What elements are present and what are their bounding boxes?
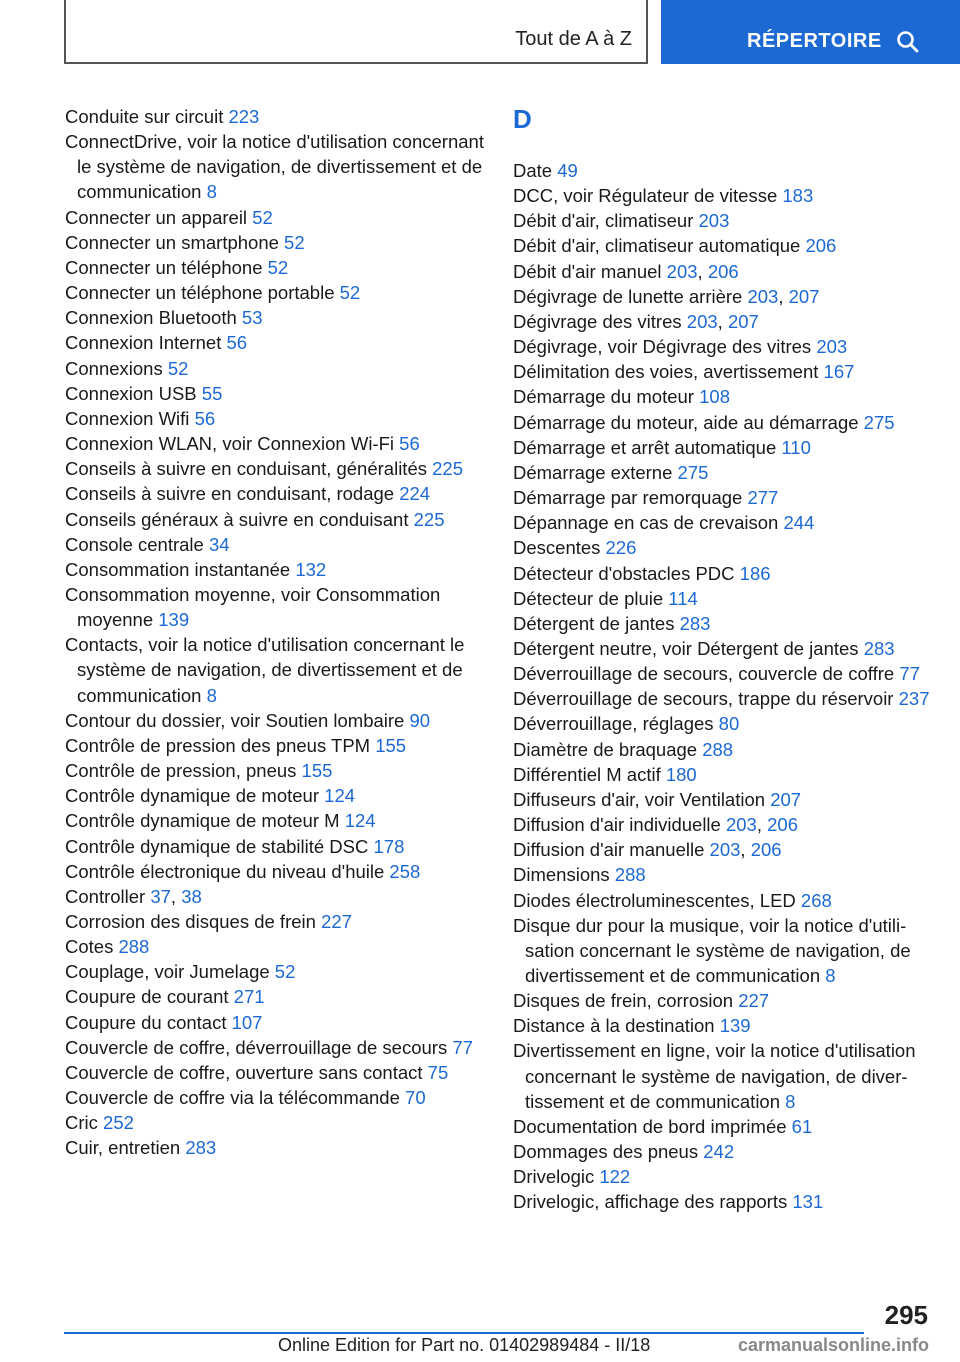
index-entry-term: DCC, voir Régulateur de vitesse	[513, 185, 778, 207]
page-reference-link[interactable]: 139	[158, 609, 190, 631]
page-reference-link[interactable]: 52	[284, 231, 305, 253]
index-entry-term: Détergent de jantes	[513, 612, 675, 634]
index-entry-term: Contrôle de pression, pneus	[65, 760, 297, 782]
page-reference-link[interactable]: 203	[747, 285, 779, 307]
index-entry-term: Drivelogic, affichage des rapports	[513, 1191, 788, 1213]
page-reference-link[interactable]: 268	[800, 889, 832, 911]
index-entry	[65, 330, 485, 355]
chapter-tab[interactable]	[64, 0, 648, 64]
index-entry	[65, 1010, 485, 1035]
index-entry	[65, 104, 485, 129]
page-reference-link[interactable]: 227	[738, 990, 770, 1012]
page-reference-link[interactable]: 131	[792, 1191, 824, 1213]
index-entry-term: Détecteur d'obstacles PDC	[513, 562, 735, 584]
watermark: carmanualsonline.info	[738, 1335, 930, 1355]
index-entry-term: Connexion Internet	[65, 332, 222, 354]
page-reference-link[interactable]: 224	[399, 483, 431, 505]
page-reference-link[interactable]: 223	[228, 106, 260, 127]
page-reference-link[interactable]: 283	[185, 1137, 217, 1159]
index-entry-term: Conseils à suivre en conduisant, généralités	[65, 458, 427, 480]
page-reference-link[interactable]: 203	[725, 814, 757, 836]
page-reference-link[interactable]: 225	[413, 508, 445, 530]
index-entry-term: Détergent neutre, voir Détergent de jantes	[513, 637, 859, 659]
index-entry-term: Dégivrage de lunette arrière	[513, 285, 743, 307]
index-entry-term: Couplage, voir Jumelage	[65, 961, 270, 983]
page-reference-link[interactable]: 77	[452, 1036, 473, 1058]
index-entry-term: Contour du dossier, voir Soutien lombaire	[65, 709, 405, 731]
page-reference-link[interactable]: 56	[399, 433, 420, 455]
page-reference-link[interactable]: 258	[389, 860, 421, 882]
index-entry-term: Démarrage externe	[513, 461, 673, 483]
page-reference-link[interactable]: 49	[557, 160, 578, 181]
index-entry-term: Consommation moyenne, voir Consommation moyenne	[65, 583, 441, 631]
index-entry-term: Dimensions	[513, 864, 610, 886]
page-reference-link[interactable]: 107	[231, 1011, 263, 1033]
index-entry-term: Contrôle dynamique de moteur M	[65, 810, 340, 832]
index-entry	[65, 381, 485, 406]
index-entry-term: Débit d'air, climatiseur	[513, 210, 694, 232]
index-entry	[65, 305, 485, 330]
index-entry	[513, 1013, 938, 1038]
page-reference-link[interactable]: 244	[783, 512, 815, 534]
page-reference-link[interactable]: 206	[707, 260, 739, 282]
page-reference-link[interactable]: 108	[699, 386, 730, 408]
index-entry	[65, 733, 485, 758]
page-reference-link[interactable]: 203	[709, 839, 741, 861]
page-reference-link[interactable]: 227	[321, 911, 352, 932]
index-entry-term: Dépannage en cas de crevaison	[513, 512, 779, 534]
index-entry	[513, 233, 938, 258]
page-reference-link[interactable]: 155	[375, 734, 407, 756]
index-entry-term: Connexion Wifi	[65, 407, 190, 429]
page-reference-link[interactable]: 186	[739, 562, 771, 584]
page-reference-link[interactable]: 124	[324, 785, 356, 807]
index-entry-term: Connecter un téléphone	[65, 256, 263, 278]
index-entry-term: Dégivrage, voir Dégivrage des vitres	[513, 336, 812, 358]
index-entry	[65, 356, 485, 381]
page-reference-link[interactable]: 53	[241, 307, 263, 329]
page-reference-link[interactable]: 8	[825, 965, 836, 986]
page-reference-link[interactable]: 288	[702, 738, 734, 760]
index-entry	[65, 959, 485, 984]
index-entry-term: Cuir, entretien	[65, 1137, 181, 1159]
index-entry-term: Corrosion des disques de frein	[65, 911, 316, 932]
index-entry-term: Démarrage du moteur	[513, 386, 694, 408]
page-reference-link[interactable]: 110	[781, 436, 811, 458]
page-reference-link[interactable]: 114	[668, 587, 698, 609]
index-entry-term: Documentation de bord imprimée	[513, 1115, 787, 1137]
page-reference-link[interactable]: 8	[206, 181, 217, 203]
index-entry	[65, 909, 485, 934]
index-entry-term: Cotes	[65, 936, 114, 958]
index-entry-term: Connexion USB	[65, 382, 197, 404]
page-reference-link[interactable]: 288	[118, 936, 150, 958]
page-reference-link[interactable]: 37	[150, 885, 171, 907]
page-reference-link[interactable]: 203	[666, 260, 698, 282]
index-entry	[65, 808, 485, 833]
index-entry	[513, 1139, 938, 1164]
index-entry	[513, 359, 938, 384]
index-column-right	[513, 106, 938, 1215]
index-tab-label: RÉPERTOIRE	[747, 30, 882, 52]
index-entry	[513, 586, 938, 611]
index-entry	[65, 507, 485, 532]
page-reference-link[interactable]: 70	[405, 1087, 426, 1109]
index-entry-term: Délimitation des voies, avertissement	[513, 361, 819, 383]
index-entry	[513, 737, 938, 762]
index-entry	[65, 783, 485, 808]
page-reference-link[interactable]: 178	[373, 835, 405, 857]
index-entry-term: Distance à la destination	[513, 1015, 715, 1037]
index-entry	[513, 787, 938, 812]
index-entry-term: Démarrage et arrêt automatique	[513, 436, 777, 458]
page-reference-link[interactable]: 288	[614, 864, 646, 886]
index-entry-term: Contrôle dynamique de stabilité DSC	[65, 835, 369, 857]
page-reference-link[interactable]: 56	[226, 332, 248, 354]
index-entry-term: Diffusion d'air individuelle	[513, 814, 721, 836]
index-entry: Controller 37, 38	[65, 885, 202, 907]
index-entry	[513, 561, 938, 586]
page-reference-link[interactable]: 242	[703, 1141, 735, 1163]
search-icon[interactable]	[896, 30, 920, 54]
index-entry	[513, 510, 938, 535]
page-reference-link[interactable]: 283	[679, 612, 711, 634]
page-reference-link[interactable]: 207	[770, 788, 802, 810]
index-entry	[513, 686, 938, 711]
index-entry	[513, 711, 938, 736]
index-entry-term: Conduite sur circuit	[65, 106, 224, 127]
index-entry	[65, 1110, 485, 1135]
page-reference-link[interactable]: 206	[767, 814, 799, 836]
index-entry-term: Couvercle de coffre via la télécommande	[65, 1087, 400, 1109]
index-letter-heading: D	[513, 104, 532, 134]
index-entry	[513, 485, 938, 510]
index-entry: Diffusion d'air individuelle 203, 206	[513, 814, 799, 836]
page-reference-link[interactable]: 283	[863, 637, 895, 659]
index-entry: Dégivrage des vitres 203, 207	[513, 310, 759, 332]
chapter-tab-label: Tout de A à Z	[515, 28, 632, 50]
index-entry	[513, 460, 938, 485]
index-entry-term: Couvercle de coffre, ouverture sans contact	[65, 1061, 423, 1083]
index-entry	[513, 661, 938, 686]
index-entry	[513, 1189, 938, 1214]
index-entry-term: Cric	[65, 1112, 98, 1134]
index-entry-term: Console centrale	[65, 533, 204, 555]
index-entry-term: Diffuseurs d'air, voir Ventilation	[513, 788, 766, 810]
index-entry: Débit d'air manuel 203, 206	[513, 260, 739, 282]
index-entry-term: Détecteur de pluie	[513, 587, 664, 609]
index-entry	[65, 1085, 485, 1110]
index-entry	[513, 1114, 938, 1139]
page-reference-link[interactable]: 226	[605, 537, 637, 559]
index-entry	[65, 758, 485, 783]
index-entry	[513, 158, 938, 183]
index-entry	[65, 582, 485, 632]
page-reference-link[interactable]: 167	[823, 361, 855, 383]
index-entry	[513, 435, 938, 460]
index-entry	[65, 984, 485, 1009]
page-reference-link[interactable]: 183	[782, 185, 814, 207]
page-reference-link[interactable]: 237	[898, 688, 930, 710]
index-entry-term: Drivelogic	[513, 1166, 595, 1188]
page-reference-link[interactable]: 124	[344, 810, 376, 832]
page-reference-link[interactable]: 52	[339, 282, 361, 304]
index-entry	[513, 913, 938, 988]
page-reference-link[interactable]: 203	[816, 336, 848, 358]
index-entry	[513, 384, 938, 409]
page-reference-link[interactable]: 206	[805, 235, 837, 257]
index-entry	[65, 859, 485, 884]
index-entry	[513, 888, 938, 913]
index-entry-term: Couvercle de coffre, déverrouillage de secours	[65, 1036, 448, 1058]
index-entry-term: Disques de frein, corrosion	[513, 990, 734, 1012]
index-entry	[65, 1135, 485, 1160]
page-reference-link[interactable]: 122	[599, 1166, 631, 1188]
index-entry	[65, 1035, 485, 1060]
index-entry-term: Démarrage par remorquage	[513, 487, 743, 509]
page-reference-link[interactable]: 75	[427, 1061, 449, 1083]
index-entry	[65, 255, 485, 280]
index-entry-term: Disque dur pour la musique, voir la notice d'utilisation concernant le système de navigation, de divertissement et de communication	[513, 914, 911, 986]
page-reference-link[interactable]: 56	[194, 407, 216, 429]
index-column-left	[65, 104, 485, 1161]
index-entry	[65, 1060, 485, 1085]
page-reference-link[interactable]: 139	[719, 1015, 751, 1037]
index-entry-term: Conseils à suivre en conduisant, rodage	[65, 483, 395, 505]
index-entry	[513, 611, 938, 636]
index-entry-term: Déverrouillage de secours, trappe du réservoir	[513, 688, 894, 710]
page-reference-link[interactable]: 155	[301, 760, 333, 782]
index-entry-term: Coupure de courant	[65, 986, 229, 1008]
index-entry	[513, 762, 938, 787]
index-entry-term: Débit d'air, climatiseur automatique	[513, 235, 801, 257]
index-entry-term: Date	[513, 160, 553, 181]
index-entry-term: Contrôle de pression des pneus TPM	[65, 734, 371, 756]
index-entry: Diffusion d'air manuelle 203, 206	[513, 839, 782, 861]
index-entry-term: Dommages des pneus	[513, 1141, 699, 1163]
index-entry-term: Dégivrage des vitres	[513, 310, 682, 332]
index-entry-term: Divertissement en ligne, voir la notice d'utilisation concernant le système de navigation, de divertissement et de communication	[513, 1040, 916, 1112]
index-entry-term: Connexion Bluetooth	[65, 307, 237, 329]
index-entry-term: Diffusion d'air manuelle	[513, 839, 705, 861]
index-entry	[513, 1164, 938, 1189]
page-reference-link[interactable]: 52	[252, 206, 273, 228]
page-reference-link[interactable]: 225	[432, 458, 464, 480]
index-entry-term: Déverrouillage de secours, couvercle de coffre	[513, 663, 895, 685]
index-entry-term: Connexions	[65, 357, 163, 379]
page-reference-link[interactable]: 77	[899, 663, 920, 685]
index-entry-term: Connecter un smartphone	[65, 231, 279, 253]
index-entry-term: Contacts, voir la notice d'utilisation concernant le système de navigation, de divertissement et de communication	[65, 634, 465, 706]
index-entry	[513, 183, 938, 208]
page-reference-link[interactable]: 203	[698, 210, 730, 232]
page-number: 295	[884, 1300, 928, 1330]
page-reference-link[interactable]: 38	[181, 885, 202, 907]
page-reference-link[interactable]: 52	[167, 357, 189, 379]
index-entry	[65, 934, 485, 959]
index-entry-term: Consommation instantanée	[65, 558, 291, 580]
index-entry	[65, 557, 485, 582]
index-tab[interactable]	[661, 0, 960, 64]
index-entry-term: Déverrouillage, réglages	[513, 713, 714, 735]
index-entry-term: Débit d'air manuel	[513, 260, 662, 282]
index-entry	[513, 334, 938, 359]
index-entry-term: Coupure du contact	[65, 1011, 227, 1033]
index-entry-term: Descentes	[513, 537, 601, 559]
index-entry	[65, 129, 485, 204]
index-entry	[65, 834, 485, 859]
index-entry-term: Contrôle dynamique de moteur	[65, 785, 320, 807]
page-reference-link[interactable]: 252	[103, 1112, 134, 1134]
index-entry: Dégivrage de lunette arrière 203, 207	[513, 285, 820, 307]
index-entry	[513, 862, 938, 887]
page-reference-link[interactable]: 206	[750, 839, 782, 861]
index-entry	[65, 280, 485, 305]
index-entry-term: Connecter un appareil	[65, 206, 248, 228]
index-entry-term: Démarrage du moteur, aide au démarrage	[513, 411, 859, 433]
page-reference-link[interactable]: 203	[686, 310, 718, 332]
index-entry	[65, 632, 485, 707]
index-entry	[513, 208, 938, 233]
page-reference-link[interactable]: 90	[409, 709, 431, 731]
page-reference-link[interactable]: 8	[206, 684, 217, 706]
page-reference-link[interactable]: 275	[863, 411, 895, 433]
page-reference-link[interactable]: 277	[747, 487, 779, 509]
index-entry	[65, 456, 485, 481]
page-reference-link[interactable]: 207	[788, 285, 820, 307]
page-reference-link[interactable]: 52	[274, 961, 296, 983]
index-entry-term: Diodes électroluminescentes, LED	[513, 889, 796, 911]
index-entry	[513, 636, 938, 661]
index-entry-term: Diamètre de braquage	[513, 738, 698, 760]
index-entry-term: Différentiel M actif	[513, 763, 661, 785]
index-entry-term: Contrôle électronique du niveau d'huile	[65, 860, 385, 882]
index-entry-term: ConnectDrive, voir la notice d'utilisation concernant le système de navigation, de divertissement et de communication	[65, 131, 484, 203]
index-entry	[513, 410, 938, 435]
page-reference-link[interactable]: 61	[791, 1115, 813, 1137]
index-entry	[65, 230, 485, 255]
page-reference-link[interactable]: 207	[727, 310, 759, 332]
index-entry	[65, 406, 485, 431]
index-entry	[65, 431, 485, 456]
footer-divider	[64, 1332, 864, 1334]
page-reference-link[interactable]: 275	[677, 461, 709, 483]
page-reference-link[interactable]: 52	[267, 256, 289, 278]
index-entry	[513, 535, 938, 560]
index-entry	[65, 708, 485, 733]
index-entry	[513, 988, 938, 1013]
index-entry	[65, 532, 485, 557]
page-reference-link[interactable]: 80	[718, 713, 740, 735]
page-reference-link[interactable]: 8	[785, 1090, 796, 1112]
index-entry-term: Controller	[65, 885, 146, 907]
index-entry	[65, 205, 485, 230]
index-entry-term: Conseils généraux à suivre en conduisant	[65, 508, 409, 530]
index-entry	[513, 1038, 938, 1113]
index-entry-term: Connexion WLAN, voir Connexion Wi-Fi	[65, 433, 395, 455]
page-reference-link[interactable]: 55	[201, 382, 223, 404]
edition-note: Online Edition for Part no. 01402989484 - II/18	[278, 1335, 651, 1355]
page-reference-link[interactable]: 132	[295, 558, 327, 580]
index-entry-term: Connecter un téléphone portable	[65, 282, 335, 304]
page-reference-link[interactable]: 271	[233, 986, 265, 1008]
page-reference-link[interactable]: 180	[665, 763, 697, 785]
index-entry	[65, 481, 485, 506]
page-reference-link[interactable]: 34	[208, 533, 230, 555]
